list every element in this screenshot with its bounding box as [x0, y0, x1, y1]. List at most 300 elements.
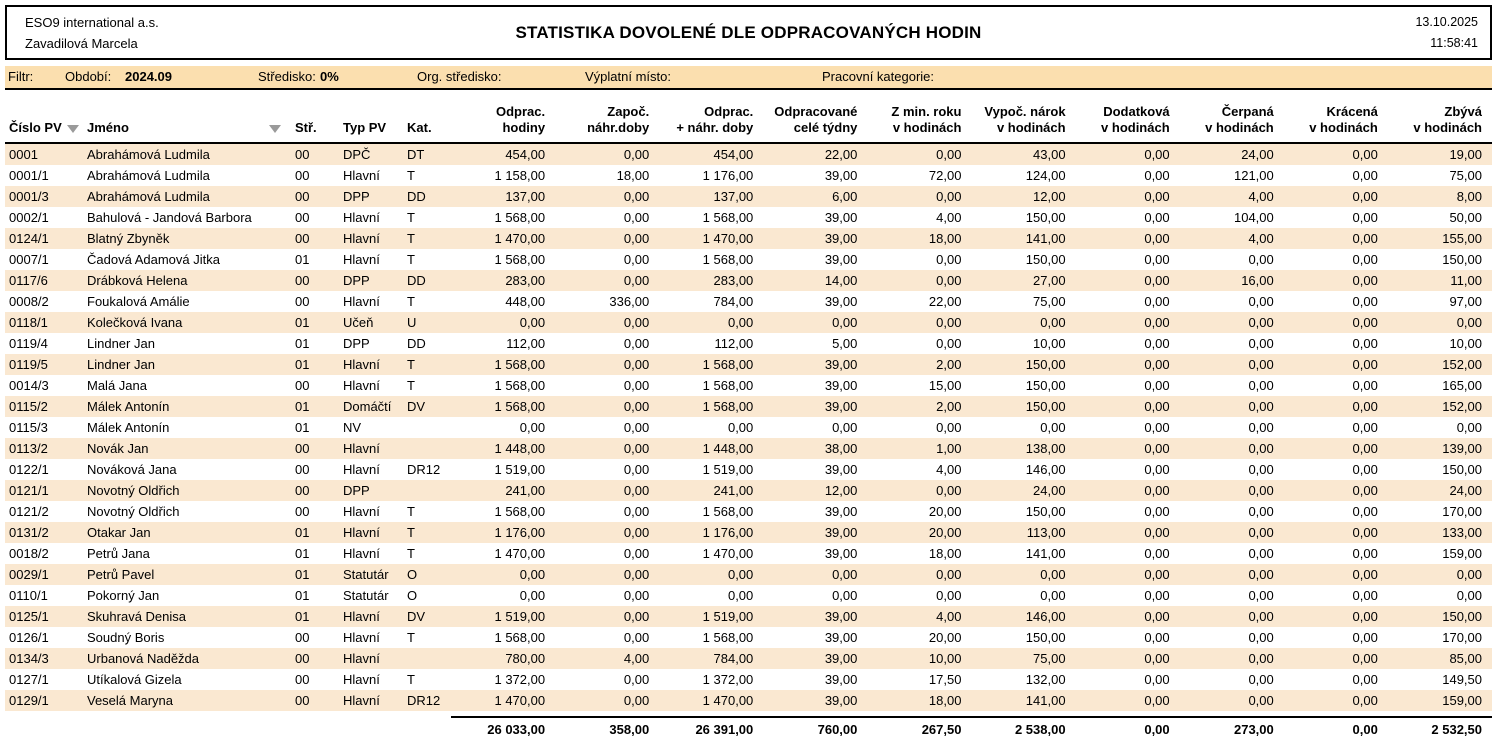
total-zbyva: 2 532,50	[1388, 717, 1492, 740]
table-row	[5, 480, 1492, 501]
cell-cislo-pv: 0008/2	[9, 294, 49, 309]
cell-vypoc-narok: 150,00	[1025, 252, 1066, 267]
cell-cerpana: 0,00	[1248, 357, 1274, 372]
cell-cerpana: 0,00	[1248, 546, 1274, 561]
cell-jmeno: Lindner Jan	[87, 336, 155, 351]
cell-jmeno: Petrů Jana	[87, 546, 150, 561]
table-row	[5, 396, 1492, 417]
cell-odpracovane-cele-tydny: 39,00	[824, 462, 858, 477]
col-header-label: Číslo PV	[9, 120, 62, 135]
cell-str: 00	[295, 693, 310, 708]
cell-typ-pv: Hlavní	[343, 294, 380, 309]
cell-cerpana: 4,00	[1248, 189, 1274, 204]
cell-odprac-hodiny: 283,00	[505, 273, 546, 288]
total-typ-pv	[339, 717, 403, 740]
report-time: 11:58:41	[1430, 36, 1478, 50]
cell-odpracovane-cele-tydny: 6,00	[832, 189, 858, 204]
cell-typ-pv: Hlavní	[343, 252, 380, 267]
cell-typ-pv: DPP	[343, 273, 370, 288]
cell-odprac-hodiny: 1 568,00	[494, 357, 546, 372]
cell-kracena: 0,00	[1352, 273, 1378, 288]
cell-odprac-plus-nahr-doby: 0,00	[727, 420, 754, 435]
cell-odprac-plus-nahr-doby: 1 568,00	[702, 252, 754, 267]
cell-jmeno: Novák Jan	[87, 441, 149, 456]
col-header-odpracovane-cele-tydny	[763, 90, 867, 143]
cell-z-min-roku: 72,00	[928, 168, 962, 183]
cell-zapoc-nahr-doby: 0,00	[623, 378, 650, 393]
col-header-label: Vypoč. nárok v hodinách	[984, 104, 1066, 135]
cell-kat	[403, 648, 451, 669]
cell-str: 00	[295, 147, 310, 162]
table-row	[5, 627, 1492, 648]
cell-odpracovane-cele-tydny: 22,00	[824, 147, 858, 162]
cell-str: 00	[295, 651, 310, 666]
cell-dodatkova: 0,00	[1144, 315, 1170, 330]
cell-kracena: 0,00	[1352, 504, 1378, 519]
cell-cislo-pv: 0029/1	[9, 567, 49, 582]
cell-zbyva: 170,00	[1442, 504, 1482, 519]
cell-jmeno: Kolečková Ivana	[87, 315, 183, 330]
cell-kracena: 0,00	[1352, 609, 1378, 624]
cell-kat: T	[407, 231, 415, 246]
sort-down-icon[interactable]	[67, 125, 79, 133]
cell-typ-pv: Hlavní	[343, 357, 380, 372]
col-header-kracena	[1284, 90, 1388, 143]
cell-kat: DR12	[407, 462, 441, 477]
cell-typ-pv: DPP	[343, 189, 370, 204]
cell-odprac-hodiny: 1 568,00	[494, 630, 546, 645]
cell-str: 00	[295, 441, 310, 456]
cell-z-min-roku: 20,00	[928, 504, 962, 519]
cell-dodatkova: 0,00	[1144, 399, 1170, 414]
cell-kracena: 0,00	[1352, 672, 1378, 687]
cell-kracena: 0,00	[1352, 252, 1378, 267]
cell-jmeno: Petrů Pavel	[87, 567, 155, 582]
cell-kat: T	[407, 168, 415, 183]
cell-cislo-pv: 0115/2	[9, 399, 48, 414]
cell-odprac-plus-nahr-doby: 1 470,00	[702, 546, 754, 561]
cell-z-min-roku: 0,00	[936, 567, 962, 582]
cell-vypoc-narok: 0,00	[1040, 420, 1066, 435]
cell-str: 01	[295, 399, 310, 414]
cell-odpracovane-cele-tydny: 39,00	[824, 630, 858, 645]
col-header-vypoc-narok	[971, 90, 1075, 143]
cell-zapoc-nahr-doby: 0,00	[623, 315, 650, 330]
cell-kat	[403, 438, 451, 459]
cell-cislo-pv: 0129/1	[9, 693, 49, 708]
cell-kracena: 0,00	[1352, 420, 1378, 435]
table-row	[5, 333, 1492, 354]
cell-odprac-plus-nahr-doby: 0,00	[727, 567, 754, 582]
cell-str: 00	[295, 504, 310, 519]
cell-str: 01	[295, 357, 310, 372]
cell-odprac-hodiny: 780,00	[505, 651, 546, 666]
cell-cerpana: 0,00	[1248, 483, 1274, 498]
cell-kracena: 0,00	[1352, 357, 1378, 372]
cell-dodatkova: 0,00	[1144, 420, 1170, 435]
cell-cerpana: 0,00	[1248, 399, 1274, 414]
cell-zapoc-nahr-doby: 336,00	[609, 294, 650, 309]
cell-odpracovane-cele-tydny: 39,00	[824, 357, 858, 372]
cell-cislo-pv: 0118/1	[9, 315, 48, 330]
total-dodatkova: 0,00	[1076, 717, 1180, 740]
cell-jmeno: Malá Jana	[87, 378, 147, 393]
cell-odpracovane-cele-tydny: 39,00	[824, 210, 858, 225]
cell-zapoc-nahr-doby: 0,00	[623, 462, 650, 477]
cell-typ-pv: Učeň	[343, 315, 374, 330]
cell-cerpana: 0,00	[1248, 630, 1274, 645]
cell-zbyva: 165,00	[1442, 378, 1482, 393]
cell-odprac-plus-nahr-doby: 283,00	[713, 273, 754, 288]
cell-kracena: 0,00	[1352, 483, 1378, 498]
cell-vypoc-narok: 150,00	[1025, 357, 1066, 372]
cell-z-min-roku: 0,00	[936, 273, 962, 288]
cell-vypoc-narok: 0,00	[1040, 315, 1066, 330]
cell-vypoc-narok: 132,00	[1025, 672, 1066, 687]
cell-zapoc-nahr-doby: 0,00	[623, 693, 650, 708]
cell-kat: T	[407, 525, 415, 540]
cell-str: 01	[295, 336, 310, 351]
cell-odprac-hodiny: 1 568,00	[494, 504, 546, 519]
cell-odprac-hodiny: 1 470,00	[494, 546, 546, 561]
cell-str: 00	[295, 231, 310, 246]
total-kat	[403, 717, 451, 740]
cell-str: 01	[295, 420, 310, 435]
cell-jmeno: Foukalová Amálie	[87, 294, 190, 309]
cell-kat: DD	[407, 336, 426, 351]
cell-cislo-pv: 0134/3	[9, 651, 49, 666]
col-header-label: Čerpaná v hodinách	[1205, 104, 1274, 135]
table-row	[5, 291, 1492, 312]
table-row	[5, 543, 1492, 564]
cell-odprac-hodiny: 241,00	[505, 483, 546, 498]
cell-zapoc-nahr-doby: 0,00	[623, 420, 650, 435]
cell-kracena: 0,00	[1352, 336, 1378, 351]
cell-cislo-pv: 0001/3	[9, 189, 49, 204]
cell-cerpana: 104,00	[1233, 210, 1274, 225]
cell-cerpana: 0,00	[1248, 609, 1274, 624]
cell-kracena: 0,00	[1352, 693, 1378, 708]
cell-dodatkova: 0,00	[1144, 252, 1170, 267]
cell-dodatkova: 0,00	[1144, 525, 1170, 540]
cell-kracena: 0,00	[1352, 630, 1378, 645]
cell-kracena: 0,00	[1352, 378, 1378, 393]
cell-zapoc-nahr-doby: 0,00	[623, 567, 650, 582]
cell-jmeno: Novotný Oldřich	[87, 504, 180, 519]
cell-z-min-roku: 4,00	[936, 462, 962, 477]
cell-jmeno: Lindner Jan	[87, 357, 155, 372]
cell-dodatkova: 0,00	[1144, 336, 1170, 351]
company-name: ESO9 international a.s.	[25, 15, 159, 30]
cell-odprac-hodiny: 1 470,00	[494, 693, 546, 708]
cell-cerpana: 0,00	[1248, 693, 1274, 708]
cell-odpracovane-cele-tydny: 0,00	[832, 588, 858, 603]
cell-odpracovane-cele-tydny: 38,00	[824, 441, 858, 456]
cell-cislo-pv: 0121/2	[9, 504, 49, 519]
cell-dodatkova: 0,00	[1144, 147, 1170, 162]
cell-cerpana: 0,00	[1248, 441, 1274, 456]
cell-odprac-plus-nahr-doby: 1 568,00	[702, 357, 754, 372]
table-row	[5, 459, 1492, 480]
cell-cerpana: 0,00	[1248, 420, 1274, 435]
cell-odprac-hodiny: 1 568,00	[494, 378, 546, 393]
cell-z-min-roku: 4,00	[936, 210, 962, 225]
cell-zapoc-nahr-doby: 0,00	[623, 231, 650, 246]
cell-cerpana: 0,00	[1248, 651, 1274, 666]
cell-vypoc-narok: 113,00	[1026, 525, 1066, 540]
cell-str: 00	[295, 168, 310, 183]
table-row	[5, 648, 1492, 669]
cell-str: 00	[295, 462, 310, 477]
cell-odprac-plus-nahr-doby: 1 448,00	[702, 441, 754, 456]
cell-zbyva: 19,00	[1449, 147, 1482, 162]
cell-cislo-pv: 0122/1	[9, 462, 49, 477]
cell-zapoc-nahr-doby: 0,00	[623, 441, 650, 456]
period-label: Období:	[65, 69, 112, 84]
table-row	[5, 354, 1492, 375]
cell-kracena: 0,00	[1352, 399, 1378, 414]
cell-str: 00	[295, 273, 310, 288]
cell-kracena: 0,00	[1352, 525, 1378, 540]
cell-odpracovane-cele-tydny: 39,00	[824, 525, 858, 540]
cell-jmeno: Utíkalová Gizela	[87, 672, 182, 687]
cell-zbyva: 50,00	[1449, 210, 1482, 225]
cell-jmeno: Nováková Jana	[87, 462, 177, 477]
col-header-typ-pv	[339, 90, 403, 143]
col-header-odprac-plus-nahr-doby	[659, 90, 763, 143]
total-kracena: 0,00	[1284, 717, 1388, 740]
cell-vypoc-narok: 24,00	[1033, 483, 1066, 498]
cell-odprac-plus-nahr-doby: 1 519,00	[702, 462, 754, 477]
col-header-label: Kat.	[407, 120, 432, 135]
cell-zbyva: 10,00	[1449, 336, 1482, 351]
cell-odpracovane-cele-tydny: 0,00	[832, 567, 858, 582]
cell-kat: T	[407, 210, 415, 225]
cell-vypoc-narok: 43,00	[1033, 147, 1066, 162]
cell-zbyva: 152,00	[1442, 399, 1482, 414]
col-header-label: Zbývá v hodinách	[1413, 104, 1482, 135]
total-str	[291, 717, 339, 740]
cell-odpracovane-cele-tydny: 5,00	[832, 336, 858, 351]
cell-z-min-roku: 18,00	[928, 693, 962, 708]
cell-kat: T	[407, 504, 415, 519]
center-value: 0%	[320, 69, 339, 84]
cell-z-min-roku: 0,00	[936, 483, 962, 498]
cell-vypoc-narok: 150,00	[1025, 399, 1066, 414]
col-header-label: Krácená v hodinách	[1309, 104, 1378, 135]
cell-jmeno: Abrahámová Ludmila	[87, 168, 210, 183]
report-date: 13.10.2025	[1415, 15, 1478, 29]
cell-kat: O	[407, 567, 418, 582]
cell-zapoc-nahr-doby: 0,00	[623, 210, 650, 225]
cell-cislo-pv: 0124/1	[9, 231, 49, 246]
cell-cerpana: 0,00	[1248, 294, 1274, 309]
table-row	[5, 312, 1492, 333]
cell-z-min-roku: 18,00	[928, 546, 962, 561]
cell-zapoc-nahr-doby: 0,00	[623, 609, 650, 624]
total-zapoc-nahr-doby: 358,00	[555, 717, 659, 740]
cell-typ-pv: Hlavní	[343, 546, 380, 561]
cell-vypoc-narok: 141,00	[1025, 546, 1066, 561]
table-row	[5, 165, 1492, 186]
cell-odprac-plus-nahr-doby: 1 470,00	[702, 231, 754, 246]
cell-str: 00	[295, 672, 310, 687]
cell-cerpana: 16,00	[1241, 273, 1274, 288]
cell-dodatkova: 0,00	[1144, 378, 1170, 393]
col-header-kat	[403, 90, 451, 143]
col-header-label: Odprac. + náhr. doby	[676, 104, 754, 135]
cell-odprac-hodiny: 454,00	[505, 147, 546, 162]
cell-odprac-hodiny: 448,00	[505, 294, 546, 309]
cell-str: 00	[295, 483, 310, 498]
cell-cislo-pv: 0126/1	[9, 630, 49, 645]
cell-vypoc-narok: 75,00	[1033, 294, 1066, 309]
cell-z-min-roku: 2,00	[936, 357, 962, 372]
cell-zbyva: 150,00	[1442, 609, 1482, 624]
table-row	[5, 270, 1492, 291]
cell-zapoc-nahr-doby: 0,00	[623, 672, 650, 687]
cell-str: 00	[295, 210, 310, 225]
cell-odprac-plus-nahr-doby: 784,00	[713, 294, 754, 309]
cell-odprac-plus-nahr-doby: 1 568,00	[702, 399, 754, 414]
cell-vypoc-narok: 10,00	[1033, 336, 1066, 351]
cell-cislo-pv: 0014/3	[9, 378, 49, 393]
cell-zbyva: 159,00	[1442, 693, 1482, 708]
cell-zapoc-nahr-doby: 0,00	[623, 336, 650, 351]
cell-z-min-roku: 0,00	[936, 336, 962, 351]
cell-typ-pv: DPP	[343, 483, 370, 498]
cell-odprac-hodiny: 137,00	[505, 189, 546, 204]
cell-typ-pv: Statutár	[343, 588, 389, 603]
cell-cislo-pv: 0117/6	[9, 273, 48, 288]
cell-odpracovane-cele-tydny: 39,00	[824, 168, 858, 183]
cell-kracena: 0,00	[1352, 147, 1378, 162]
cell-zapoc-nahr-doby: 0,00	[623, 357, 650, 372]
table-row	[5, 417, 1492, 438]
cell-zapoc-nahr-doby: 0,00	[623, 504, 650, 519]
cell-kat: T	[407, 672, 415, 687]
cell-kat	[403, 480, 451, 501]
cell-str: 01	[295, 525, 310, 540]
col-header-odprac-hodiny	[451, 90, 555, 143]
cell-dodatkova: 0,00	[1144, 609, 1170, 624]
cell-jmeno: Urbanová Naděžda	[87, 651, 200, 666]
cell-kracena: 0,00	[1352, 189, 1378, 204]
cell-zbyva: 0,00	[1456, 315, 1482, 330]
cell-str: 00	[295, 189, 310, 204]
cell-zbyva: 0,00	[1456, 567, 1482, 582]
cell-zapoc-nahr-doby: 0,00	[623, 252, 650, 267]
col-header-label: Započ. náhr.doby	[587, 104, 650, 135]
cell-zbyva: 139,00	[1442, 441, 1482, 456]
cell-z-min-roku: 1,00	[936, 441, 962, 456]
cell-cislo-pv: 0001	[9, 147, 38, 162]
col-header-label: Odprac. hodiny	[495, 104, 546, 135]
header-right	[1415, 12, 1478, 54]
cell-typ-pv: Hlavní	[343, 672, 380, 687]
cell-zapoc-nahr-doby: 0,00	[623, 630, 650, 645]
cell-z-min-roku: 20,00	[928, 630, 962, 645]
total-jmeno	[83, 717, 291, 740]
cell-typ-pv: Hlavní	[343, 630, 380, 645]
cell-typ-pv: Hlavní	[343, 210, 380, 225]
cell-kracena: 0,00	[1352, 651, 1378, 666]
cell-odpracovane-cele-tydny: 12,00	[824, 483, 858, 498]
cell-odprac-hodiny: 1 176,00	[494, 525, 546, 540]
cell-odpracovane-cele-tydny: 39,00	[824, 546, 858, 561]
cell-cerpana: 0,00	[1248, 336, 1274, 351]
cell-zbyva: 150,00	[1442, 462, 1482, 477]
sort-down-icon[interactable]	[269, 125, 281, 133]
cell-odprac-plus-nahr-doby: 1 176,00	[702, 168, 754, 183]
cell-typ-pv: Hlavní	[343, 609, 380, 624]
cell-zbyva: 150,00	[1442, 252, 1482, 267]
cell-z-min-roku: 0,00	[936, 420, 962, 435]
table-row	[5, 186, 1492, 207]
cell-str: 01	[295, 609, 310, 624]
cell-typ-pv: Hlavní	[343, 441, 380, 456]
cell-kat: DV	[407, 609, 426, 624]
cell-jmeno: Málek Antonín	[87, 420, 170, 435]
cell-zbyva: 0,00	[1456, 588, 1482, 603]
cell-odpracovane-cele-tydny: 39,00	[824, 252, 858, 267]
col-header-str	[291, 90, 339, 143]
cell-jmeno: Veselá Maryna	[87, 693, 173, 708]
cell-zapoc-nahr-doby: 4,00	[623, 651, 650, 666]
col-header-jmeno	[83, 90, 291, 143]
cell-odprac-plus-nahr-doby: 241,00	[713, 483, 754, 498]
cell-odpracovane-cele-tydny: 39,00	[824, 693, 858, 708]
cell-cislo-pv: 0001/1	[9, 168, 49, 183]
cell-typ-pv: Hlavní	[343, 504, 380, 519]
total-odprac-hodiny: 26 033,00	[451, 717, 555, 740]
cell-odprac-plus-nahr-doby: 1 176,00	[702, 525, 754, 540]
col-header-label: Dodatková v hodinách	[1101, 104, 1170, 135]
statistics-table	[5, 90, 1492, 740]
total-odprac-plus-nahr-doby: 26 391,00	[659, 717, 763, 740]
cell-kracena: 0,00	[1352, 546, 1378, 561]
cell-odprac-plus-nahr-doby: 137,00	[713, 189, 754, 204]
cell-z-min-roku: 2,00	[936, 399, 962, 414]
cell-cislo-pv: 0115/3	[9, 420, 48, 435]
cell-typ-pv: DPČ	[343, 147, 371, 162]
cell-zapoc-nahr-doby: 0,00	[623, 189, 650, 204]
cell-vypoc-narok: 138,00	[1025, 441, 1066, 456]
table-row	[5, 669, 1492, 690]
cell-kracena: 0,00	[1352, 462, 1378, 477]
table-row	[5, 207, 1492, 228]
cell-cislo-pv: 0007/1	[9, 252, 49, 267]
col-header-z-min-roku	[867, 90, 971, 143]
cell-zbyva: 0,00	[1456, 420, 1482, 435]
report-title: STATISTIKA DOVOLENÉ DLE ODPRACOVANÝCH HODIN	[515, 22, 982, 42]
cell-z-min-roku: 22,00	[928, 294, 962, 309]
col-header-cerpana	[1180, 90, 1284, 143]
cell-jmeno: Skuhravá Denisa	[87, 609, 186, 624]
cell-cerpana: 0,00	[1248, 252, 1274, 267]
cell-zbyva: 24,00	[1449, 483, 1482, 498]
cell-odprac-plus-nahr-doby: 1 568,00	[702, 378, 754, 393]
cell-odprac-hodiny: 1 568,00	[494, 210, 546, 225]
col-header-zapoc-nahr-doby	[555, 90, 659, 143]
cell-odprac-plus-nahr-doby: 1 568,00	[702, 504, 754, 519]
cell-odpracovane-cele-tydny: 0,00	[832, 420, 858, 435]
pay-place-label: Výplatní místo:	[585, 69, 671, 84]
cell-dodatkova: 0,00	[1144, 273, 1170, 288]
cell-cislo-pv: 0131/2	[9, 525, 49, 540]
cell-z-min-roku: 0,00	[936, 189, 962, 204]
cell-kat: DT	[407, 147, 425, 162]
